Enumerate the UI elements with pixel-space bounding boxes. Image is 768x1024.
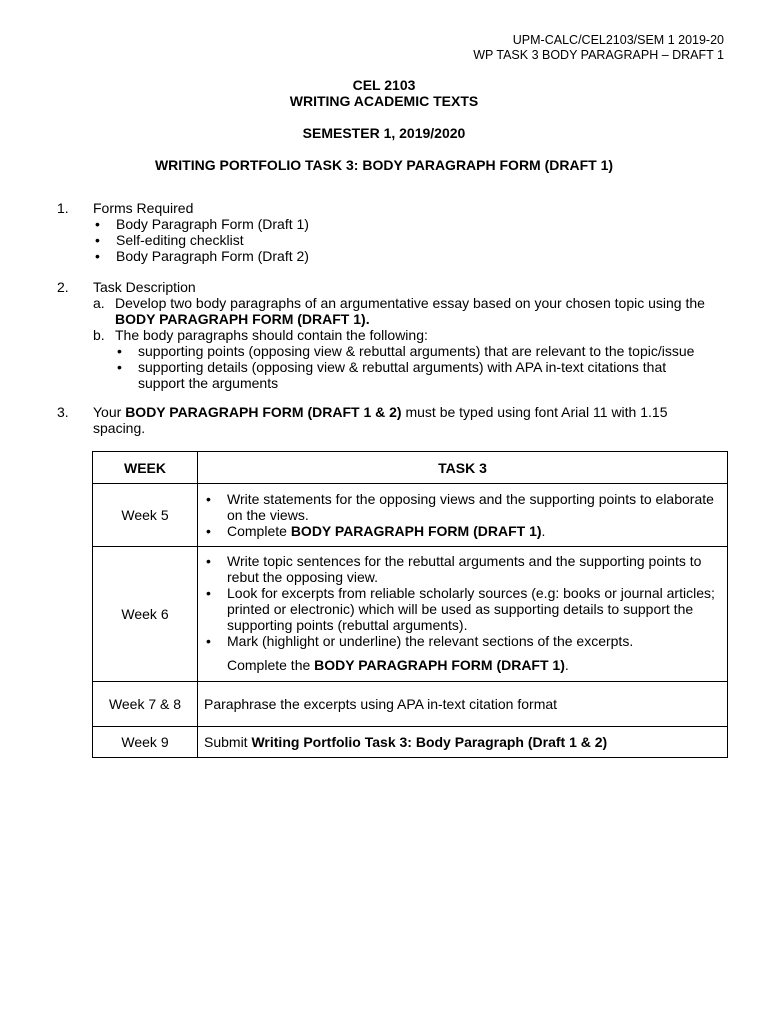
course-code: CEL 2103 (352, 77, 416, 93)
task-cell: Paraphrase the excerpts using APA in-text citation format (198, 682, 728, 727)
section-number: 2. (57, 279, 69, 295)
text-run-bold: BODY PARAGRAPH FORM (DRAFT 1) (314, 657, 565, 673)
course-name: WRITING ACADEMIC TEXTS (289, 93, 479, 109)
text-run: Complete the (227, 657, 315, 673)
semester-title: SEMESTER 1, 2019/2020 (302, 125, 466, 141)
list-item: • Self-editing checklist (93, 232, 737, 248)
table-header-row (93, 452, 728, 484)
task-title: WRITING PORTFOLIO TASK 3: BODY PARAGRAPH FORM (DRAFT 1) (154, 157, 614, 173)
sub-item-a (93, 295, 737, 327)
task-cell (198, 484, 728, 547)
section-forms-required (57, 200, 737, 264)
document-code-line-2: WP TASK 3 BODY PARAGRAPH – DRAFT 1 (473, 48, 724, 62)
sub-item-b (93, 327, 737, 391)
text-run-bold: Writing Portfolio Task 3: Body Paragraph (Draft 1 & 2) (251, 734, 608, 750)
section-heading: Forms Required (93, 200, 194, 216)
format-requirement-text (93, 404, 693, 436)
document-code-header (473, 33, 724, 63)
sub-item-label: a. (93, 295, 105, 311)
section-task-description (57, 279, 737, 391)
sub-item-label: b. (93, 327, 105, 343)
task-cell (198, 547, 728, 682)
text-run: must be typed using font Arial 11 with 1.15 spacing. (93, 404, 668, 436)
list-item: • Body Paragraph Form (Draft 1) (93, 216, 737, 232)
task-cell (198, 727, 728, 758)
form-name-bold: BODY PARAGRAPH FORM (DRAFT 1). (115, 311, 370, 327)
text-run: Complete (227, 523, 291, 539)
week-cell: Week 5 (93, 484, 198, 547)
table-row (93, 484, 728, 547)
list-item: • Body Paragraph Form (Draft 2) (93, 248, 737, 264)
sub-item-text: Develop two body paragraphs of an argumentative essay based on your chosen topic using the (115, 295, 705, 311)
list-item: • Mark (highlight or underline) the relevant sections of the excerpts. (204, 633, 721, 649)
column-header-task: TASK 3 (198, 452, 728, 484)
weekly-task-table (92, 451, 728, 758)
text-run: Your (93, 404, 126, 420)
list-item: • Look for excerpts from reliable scholarly sources (e.g: books or journal articles; printed or electronic) which will be used as supporting details to support the supporting points (rebuttal arguments). (204, 585, 721, 633)
table-row (93, 727, 728, 758)
text-run: . (564, 657, 569, 673)
completion-note (204, 657, 721, 673)
document-titles (0, 77, 768, 173)
week-cell: Week 9 (93, 727, 198, 758)
text-run: . (541, 523, 546, 539)
document-code-line-1: UPM-CALC/CEL2103/SEM 1 2019-20 (512, 33, 724, 47)
text-run-bold: BODY PARAGRAPH FORM (DRAFT 1 & 2) (125, 404, 402, 420)
section-number: 1. (57, 200, 69, 216)
text-run-bold: BODY PARAGRAPH FORM (DRAFT 1) (290, 523, 542, 539)
section-number: 3. (57, 404, 69, 420)
week-cell: Week 6 (93, 547, 198, 682)
list-item: • Write topic sentences for the rebuttal arguments and the supporting points to rebut the opposing view. (204, 553, 721, 585)
section-heading: Task Description (93, 279, 196, 295)
table-row (93, 682, 728, 727)
sub-item-text: The body paragraphs should contain the following: (115, 327, 428, 343)
column-header-week: WEEK (93, 452, 198, 484)
list-item (204, 523, 721, 539)
text-run: Submit (204, 734, 252, 750)
section-format-requirement (57, 404, 737, 436)
list-item: • supporting points (opposing view & rebuttal arguments) that are relevant to the topic/issue (115, 343, 737, 359)
week-cell: Week 7 & 8 (93, 682, 198, 727)
table-row (93, 547, 728, 682)
list-item: • Write statements for the opposing views and the supporting points to elaborate on the views. (204, 491, 721, 523)
list-item: • supporting details (opposing view & rebuttal arguments) with APA in-text citations that support the arguments (115, 359, 737, 391)
